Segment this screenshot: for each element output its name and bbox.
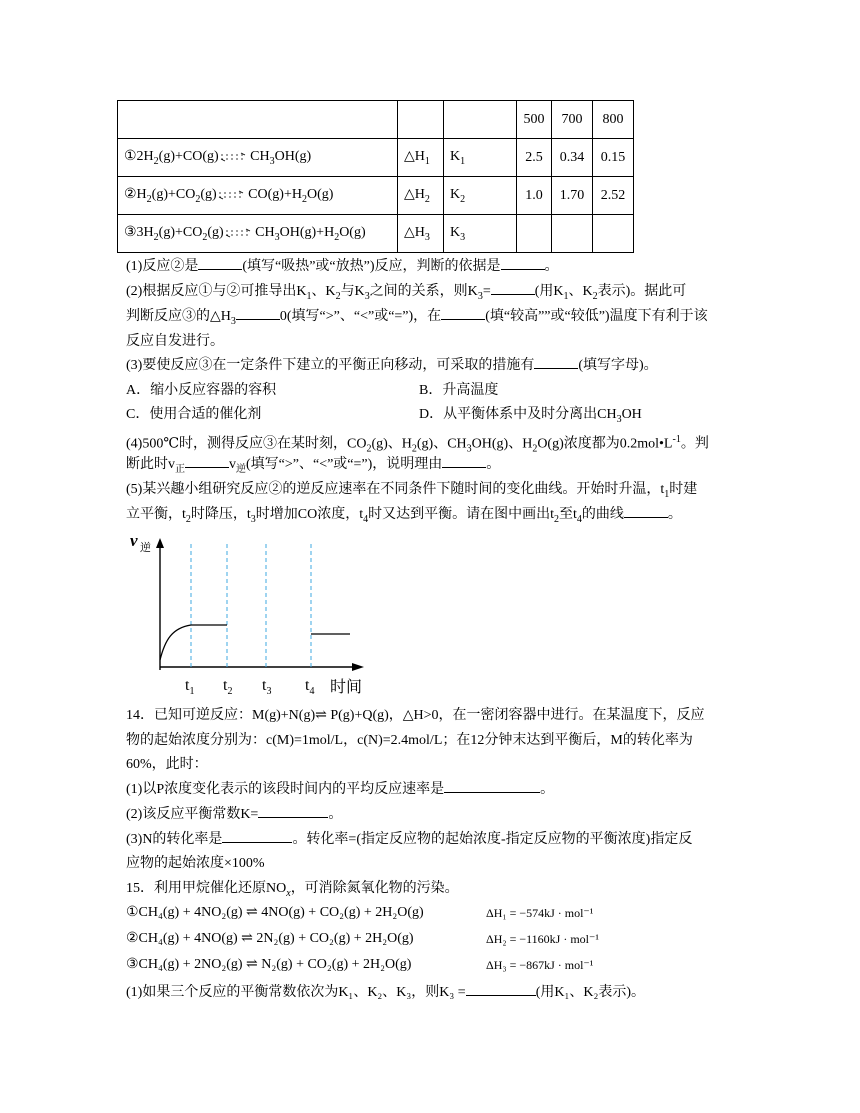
question-2: (2)根据反应①与②可推导出$K_1$、$K_2$与$K_3$之间的关系，则$K_3=$ (用$K_1$、$K_2$表示)。据此可 — [126, 284, 687, 302]
equilibrium-table — [117, 100, 634, 253]
question-5: (5)某兴趣小组研究反应②的逆反应速率在不同条件下随时间的变化曲线。开始时升温，$t_1$时建 — [126, 482, 698, 500]
answer-blank — [236, 319, 280, 320]
table-cell — [552, 215, 593, 253]
table-cell: 2.5 — [517, 139, 552, 177]
answer-blank — [441, 319, 485, 320]
problem-14-q3: (3)N的转化率是 。转化率=(指定反应物的起始浓度-指定反应物的平衡浓度)指定反 — [126, 832, 693, 847]
question-1: (1)反应②是 (填写“吸热”或“放热”)反应，判断的依据是 。 — [126, 259, 559, 274]
y-axis-sublabel: 逆 — [140, 542, 151, 554]
rate-curve-rise — [160, 625, 227, 660]
answer-blank — [624, 517, 668, 518]
tick-label-t1: $t_1$ — [185, 677, 195, 697]
table-cell — [398, 101, 444, 139]
option-d: D．从平衡体系中及时分离出$CH_3OH$ — [419, 407, 642, 425]
answer-blank — [466, 995, 536, 996]
question-4: (4)500℃时，测得反应③在某时刻，$CO_2(g)$、$H_2(g)$、$CH_3OH(g)$、$H_2O(g)$浓度都为$0.2mol•L^{-1}$。判 — [126, 434, 709, 455]
table-cell: 0.34 — [552, 139, 593, 177]
problem-14-q2: (2)该反应平衡常数K= 。 — [126, 807, 343, 822]
question-5-line-2: 立平衡，$t_2$时降压，$t_3$时增加CO浓度，$t_4$时又达到平衡。请在图中画出$t_2$至$t_4$的曲线 。 — [126, 507, 682, 525]
k-cell: $K_3$ — [444, 215, 517, 253]
equation-3-enthalpy: ΔH₃ = −867kJ · mol⁻¹ — [486, 958, 594, 972]
table-cell — [444, 101, 517, 139]
y-axis-label: v — [130, 531, 138, 550]
problem-14-q1: (1)以P浓度变化表示的该段时间内的平均反应速率是 。 — [126, 782, 555, 797]
tick-label-t2: $t_2$ — [223, 677, 233, 697]
option-c: C．使用合适的催化剂 — [126, 407, 262, 422]
question-2-line-2: 判断反应③的$\triangle H_3$ 0(填写“>”、“<”或“=”)，在 (填“较高””或“较低”)温度下有利于该 — [126, 309, 708, 327]
table-row — [118, 139, 634, 177]
question-2-line-3: 反应自发进行。 — [126, 334, 224, 349]
table-cell: 1.70 — [552, 177, 593, 215]
problem-14-line-2: 物的起始浓度分别为：c(M)=1mol/L，c(N)=2.4mol/L；在12分钟末达到平衡后，M的转化率为 — [126, 733, 693, 748]
answer-blank — [222, 842, 292, 843]
equation-3: ③CH₄(g) + 2NO₂(g) ⇌ N₂(g) + CO₂(g) + 2H₂O(g) — [126, 957, 412, 972]
tick-label-t4: $t_4$ — [305, 677, 315, 697]
problem-15-q1: (1)如果三个反应的平衡常数依次为K₁、K₂、K₃，则K₃ = (用K₁、K₂表示)。 — [126, 985, 645, 1000]
k-cell: $K_1$ — [444, 139, 517, 177]
table-header-row — [118, 101, 634, 139]
reaction-cell: $③3H_2(g)+CO_2(g)$ $CH_3OH(g)+H_2O(g)$ — [118, 215, 398, 253]
answer-blank — [491, 294, 535, 295]
problem-14-q3-line-2: 应物的起始浓度×100% — [126, 856, 265, 871]
dh-cell: $\triangle H_3$ — [398, 215, 444, 253]
problem-15-intro: 15．利用甲烷催化还原$NO_x$，可消除氮氧化物的污染。 — [126, 881, 459, 899]
table-cell: 2.52 — [593, 177, 634, 215]
equilibrium-arrow-icon — [219, 151, 247, 163]
table-header-cell: 800 — [593, 101, 634, 139]
table-row — [118, 215, 634, 253]
option-b: B．升高温度 — [419, 383, 499, 398]
table-cell — [517, 215, 552, 253]
equation-1-enthalpy: ΔH₁ = −574kJ · mol⁻¹ — [486, 906, 594, 920]
k-cell: $K_2$ — [444, 177, 517, 215]
table-row — [118, 177, 634, 215]
table-header-cell: 700 — [552, 101, 593, 139]
question-3: (3)要使反应③在一定条件下建立的平衡正向移动，可采取的措施有 (填写字母)。 — [126, 358, 658, 373]
rate-time-graph — [120, 530, 380, 700]
x-axis-label: 时间 — [330, 677, 363, 696]
answer-blank — [198, 269, 242, 270]
answer-blank — [185, 467, 229, 468]
table-cell — [118, 101, 398, 139]
equilibrium-arrow-icon — [224, 227, 252, 239]
answer-blank — [442, 467, 486, 468]
dh-cell: $\triangle H_1$ — [398, 139, 444, 177]
tick-label-t3: $t_3$ — [262, 677, 272, 697]
problem-14-line-3: 60%，此时： — [126, 757, 208, 772]
equation-2: ②CH₄(g) + 4NO(g) ⇌ 2N₂(g) + CO₂(g) + 2H₂O(g) — [126, 931, 414, 946]
table-header-cell: 500 — [517, 101, 552, 139]
dh-cell: $\triangle H_2$ — [398, 177, 444, 215]
answer-blank — [444, 792, 540, 793]
table-cell: 1.0 — [517, 177, 552, 215]
y-axis-arrow-icon — [156, 538, 164, 548]
answer-blank — [258, 817, 328, 818]
question-4-line-2: 断此时$v_正$ $v_逆$(填写“>”、“<”或“=”)，说明理由 。 — [126, 457, 501, 475]
option-a: A．缩小反应容器的容积 — [126, 383, 277, 398]
problem-14-line-1: 14．已知可逆反应：M(g)+N(g)⇌ P(g)+Q(g)，△H>0，在一密闭容器中进行。在某温度下，反应 — [126, 708, 705, 723]
reaction-cell: $②H_2(g)+CO_2(g)$ $CO(g)+H_2O(g)$ — [118, 177, 398, 215]
answer-blank — [534, 368, 578, 369]
equation-2-enthalpy: ΔH₂ = −1160kJ · mol⁻¹ — [486, 932, 599, 946]
reaction-cell: $①2H_2(g)+CO(g)$ $CH_3OH(g)$ — [118, 139, 398, 177]
table-cell: 0.15 — [593, 139, 634, 177]
x-axis-arrow-icon — [352, 663, 364, 671]
table-cell — [593, 215, 634, 253]
answer-blank — [501, 269, 545, 270]
equilibrium-arrow-icon — [217, 189, 245, 201]
equation-1: ①CH₄(g) + 4NO₂(g) ⇌ 4NO(g) + CO₂(g) + 2H₂O(g) — [126, 905, 424, 920]
